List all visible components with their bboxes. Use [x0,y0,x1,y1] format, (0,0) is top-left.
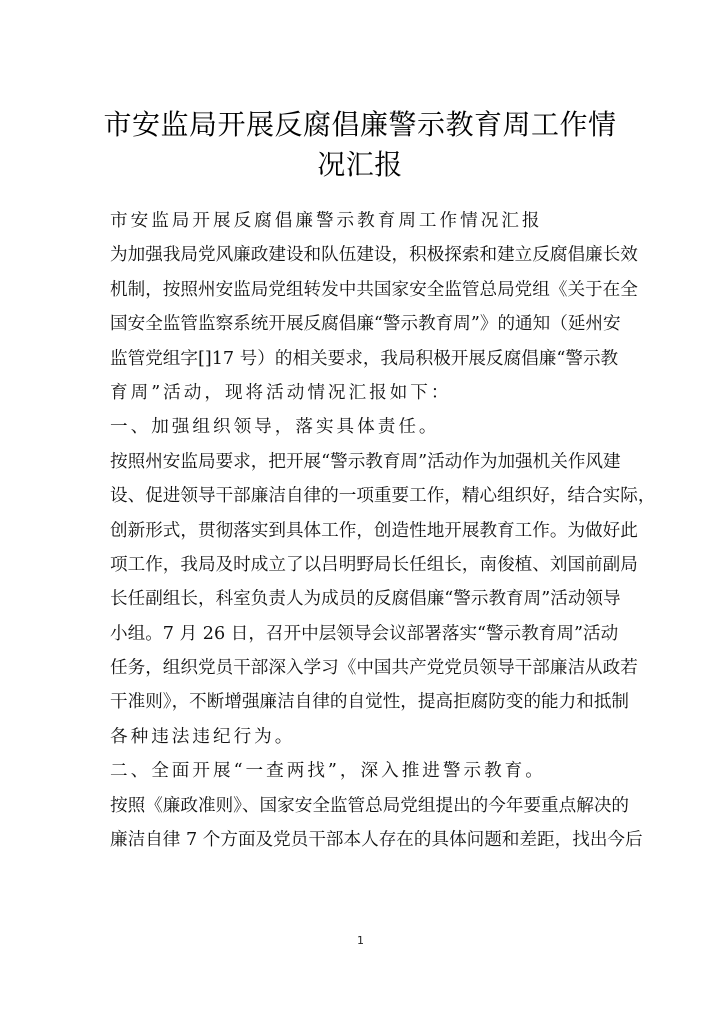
paragraph-line: 国安全监管监察系统开展反腐倡廉“警示教育周”》的通知（延州安 [110,314,621,335]
paragraph-line: 按照《廉政准则》、国家安全监管总局党组提出的今年要重点解决的 [110,795,630,816]
document-body [110,204,656,857]
paragraph-line: 各种违法违纪行为。 [110,726,296,747]
paragraph-line: 设、促进领导干部廉洁自律的一项重要工作，精心组织好，结合实际， [110,486,656,507]
paragraph-line: 干准则》，不断增强廉洁自律的自觉性，提高拒腐防变的能力和抵制 [110,692,630,713]
document-title [100,105,620,185]
paragraph-line: 廉洁自律 7 个方面及党员干部本人存在的具体问题和差距，找出今后 [110,830,643,851]
page-number: 1 [357,934,364,947]
paragraph-line: 任务，组织党员干部深入学习《中国共产党党员领导干部廉洁从政若 [110,658,638,679]
paragraph-line: 监管党组字[]17 号）的相关要求，我局积极开展反腐倡廉“警示教 [110,348,619,369]
section-heading-2: 二、全面开展“一查两找”，深入推进警示教育。 [110,761,546,782]
section-heading-1: 一、加强组织领导，落实具体责任。 [110,417,440,438]
paragraph-line: 按照州安监局要求，把开展“警示教育周”活动作为加强机关作风建 [110,451,621,472]
paragraph-line: 小组。7 月 26 日，召开中层领导会议部署落实“警示教育周”活动 [110,623,619,644]
paragraph-line: 长任副组长，科室负责人为成员的反腐倡廉“警示教育周”活动领导 [110,589,621,610]
paragraph-line: 机制，按照州安监局党组转发中共国家安全监管总局党组《关于在全 [110,279,638,300]
paragraph-line: 项工作，我局及时成立了以吕明野局长任组长，南俊植、刘国前副局 [110,554,638,575]
title-line: 市安监局开展反腐倡廉警示教育周工作情 [103,107,617,141]
paragraph-line: 育周”活动，现将活动情况汇报如下： [110,382,452,403]
subtitle-line: 市安监局开展反腐倡廉警示教育周工作情况汇报 [110,211,543,231]
paragraph-line: 创新形式，贯彻落实到具体工作，创造性地开展教育工作。为做好此 [110,520,638,541]
title-line: 况汇报 [317,147,403,181]
paragraph-line: 为加强我局党风廉政建设和队伍建设，积极探索和建立反腐倡廉长效 [110,245,638,266]
